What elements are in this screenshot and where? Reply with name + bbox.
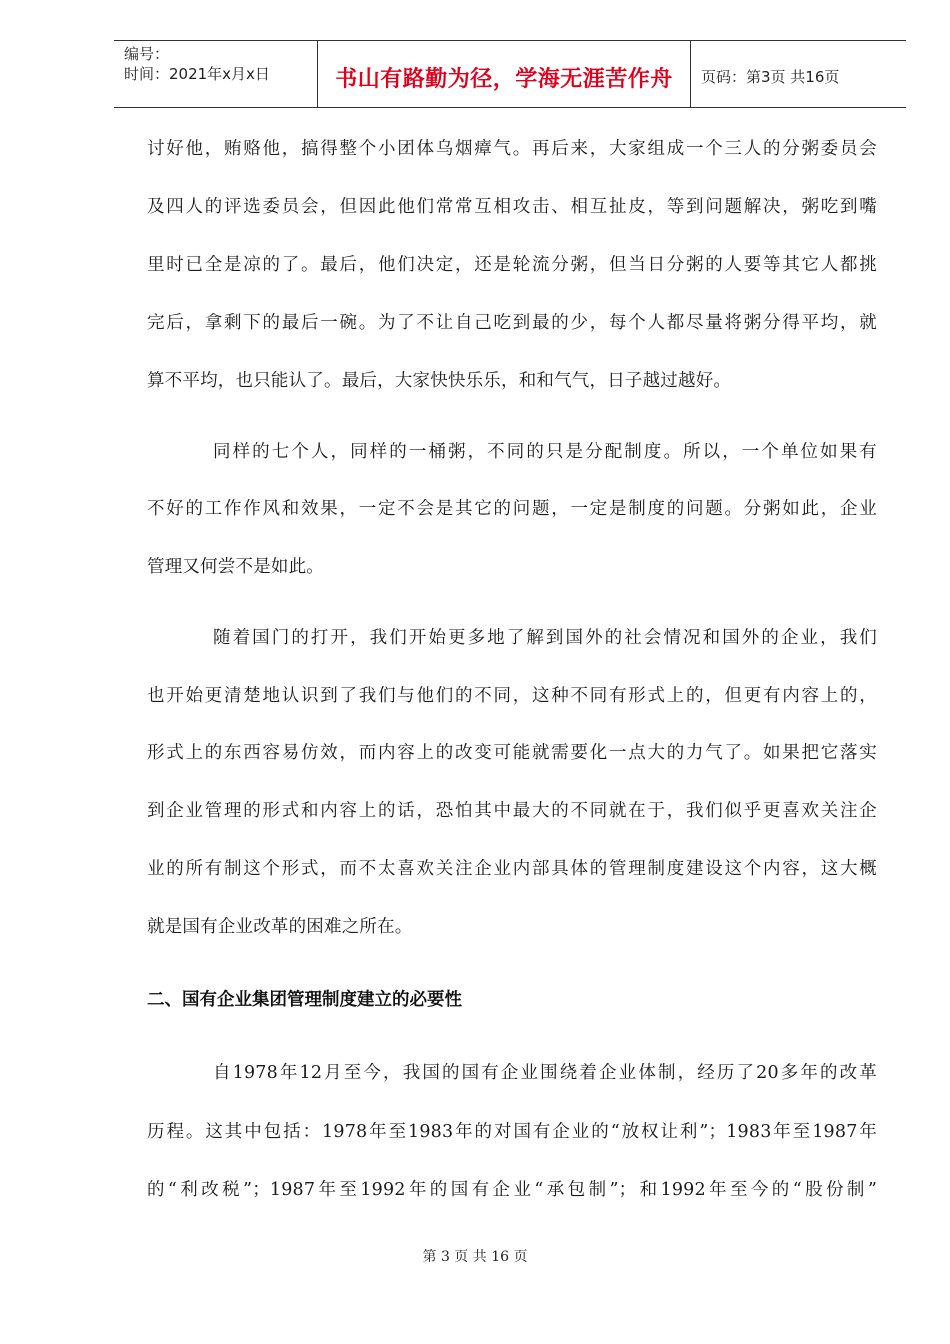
paragraph-1-line-5: 算不平均，也只能认了。最后，大家快快乐乐，和和气气，日子越过越好。 <box>147 371 732 391</box>
paragraph-2-line-1: 同样的七个人，同样的一桶粥，不同的只是分配制度。所以，一个单位如果有 <box>213 442 877 462</box>
paragraph-1-line-4: 完后，拿剩下的最后一碗。为了不让自己吃到最的少，每个人都尽量将粥分得平均，就 <box>147 313 877 333</box>
document-number-label: 编号： <box>124 45 170 63</box>
header-meta-cell <box>114 41 317 107</box>
page-footer <box>0 1246 950 1266</box>
section-heading: 二、国有企业集团管理制度建立的必要性 <box>147 990 462 1010</box>
paragraph-2-line-3: 管理又何尝不是如此。 <box>147 557 324 577</box>
header-motto-cell <box>317 41 691 107</box>
header-page-cell <box>691 41 906 107</box>
paragraph-3-line-3: 形式上的东西容易仿效，而内容上的改变可能就需要化一点大的力气了。如果把它落实 <box>147 743 877 763</box>
paragraph-2-line-2: 不好的工作作风和效果，一定不会是其它的问题，一定是制度的问题。分粥如此，企业 <box>147 499 877 519</box>
document-date: 时间：2021年x月x日 <box>124 65 270 83</box>
document-header <box>114 40 906 108</box>
paragraph-4-line-1: 自1978年12月至今，我国的国有企业围绕着企业体制，经历了20多年的改革 <box>213 1063 877 1083</box>
paragraph-1-line-3: 里时已全是凉的了。最后，他们决定，还是轮流分粥，但当日分粥的人要等其它人都挑 <box>147 255 877 275</box>
paragraph-3-line-2: 也开始更清楚地认识到了我们与他们的不同，这种不同有形式上的，但更有内容上的， <box>147 686 877 706</box>
paragraph-1-line-1: 讨好他，贿赂他，搞得整个小团体乌烟瘴气。再后来，大家组成一个三人的分粥委员会 <box>147 139 877 159</box>
header-page-info: 页码：第3页 共16页 <box>701 68 840 86</box>
paragraph-4-line-3: 的“利改税”；1987年至1992年的国有企业“承包制”；和1992年至今的“股份制” <box>147 1180 877 1200</box>
paragraph-3-line-4: 到企业管理的形式和内容上的话，恐怕其中最大的不同就在于，我们似乎更喜欢关注企 <box>147 801 877 821</box>
header-motto: 书山有路勤为径，学海无涯苦作舟 <box>335 67 673 92</box>
footer-page-number: 第 3 页 共 16 页 <box>422 1249 528 1265</box>
paragraph-4-line-2: 历程。这其中包括：1978年至1983年的对国有企业的“放权让利”；1983年至1987年 <box>147 1122 877 1142</box>
paragraph-3-line-5: 业的所有制这个形式，而不太喜欢关注企业内部具体的管理制度建设这个内容，这大概 <box>147 859 877 879</box>
paragraph-3-line-6: 就是国有企业改革的困难之所在。 <box>147 917 413 937</box>
paragraph-1-line-2: 及四人的评选委员会，但因此他们常常互相攻击、相互扯皮，等到问题解决，粥吃到嘴 <box>147 197 877 217</box>
paragraph-3-line-1: 随着国门的打开，我们开始更多地了解到国外的社会情况和国外的企业，我们 <box>213 628 877 648</box>
